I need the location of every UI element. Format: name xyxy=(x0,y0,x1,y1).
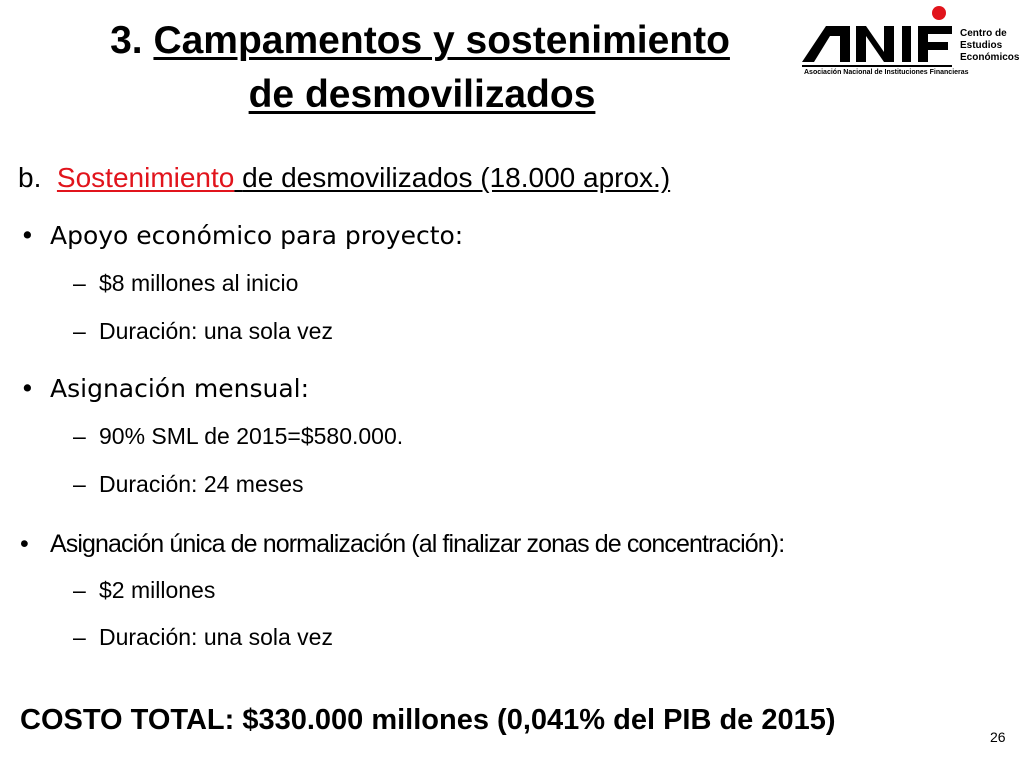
logo-letter-f xyxy=(918,26,952,62)
dash-glyph: – xyxy=(73,423,86,449)
section-highlight: Sostenimiento xyxy=(56,162,235,193)
bullet-text: Apoyo económico para proyecto: xyxy=(50,221,464,250)
dash-glyph: – xyxy=(73,471,86,497)
section-letter: b. xyxy=(18,162,42,193)
title-line-1 xyxy=(0,14,840,68)
logo-side-line-1: Centro de xyxy=(960,28,1007,39)
slide-title xyxy=(0,14,840,122)
bullet-glyph: • xyxy=(20,221,35,250)
total-cost: COSTO TOTAL: $330.000 millones (0,041% del PIB de 2015) xyxy=(20,704,836,736)
sub-item xyxy=(73,421,403,451)
anif-wordmark-graphic xyxy=(800,2,960,72)
logo-red-dot xyxy=(932,6,946,20)
bullet-item xyxy=(20,220,463,252)
logo-subtitle: Asociación Nacional de Instituciones Financieras xyxy=(804,69,969,76)
sub-item xyxy=(73,622,333,652)
sub-item xyxy=(73,575,215,605)
dash-glyph: – xyxy=(73,577,86,603)
page-number: 26 xyxy=(990,729,1006,745)
sub-text: $8 millones al inicio xyxy=(99,270,299,296)
dash-glyph: – xyxy=(73,624,86,650)
title-line-1-text: Campamentos y sostenimiento xyxy=(153,19,730,62)
sub-text: Duración: 24 meses xyxy=(99,471,304,497)
bullet-glyph: • xyxy=(20,530,28,558)
logo-side-line-2: Estudios xyxy=(960,40,1003,51)
logo-letter-n xyxy=(856,26,894,62)
bullet-text: Asignación mensual: xyxy=(50,374,310,403)
logo-letter-a xyxy=(802,26,850,62)
section-rest: de desmovilizados (18.000 aprox.) xyxy=(242,162,671,193)
sub-item xyxy=(73,469,304,499)
sub-text: Duración: una sola vez xyxy=(99,624,333,650)
bullet-text: Asignación única de normalización (al finalizar zonas de concentración): xyxy=(50,530,785,558)
sub-item xyxy=(73,268,298,298)
dash-glyph: – xyxy=(73,318,86,344)
title-line-2-text: de desmovilizados xyxy=(248,73,596,116)
dash-glyph: – xyxy=(73,270,86,296)
sub-text: Duración: una sola vez xyxy=(99,318,333,344)
logo-side-line-3: Económicos xyxy=(960,52,1020,63)
sub-text: $2 millones xyxy=(99,577,216,603)
sub-item xyxy=(73,316,333,346)
logo-side-text xyxy=(960,28,1019,64)
title-number: 3. xyxy=(110,19,154,62)
logo-baseline xyxy=(802,65,952,67)
sub-text: 90% SML de 2015=$580.000. xyxy=(99,423,404,449)
title-line-2 xyxy=(0,68,840,122)
anif-logo xyxy=(800,2,1022,88)
bullet-item xyxy=(20,373,309,405)
section-heading xyxy=(18,160,670,196)
bullet-item xyxy=(20,528,784,560)
logo-letter-i xyxy=(902,26,911,62)
bullet-glyph: • xyxy=(20,374,35,403)
